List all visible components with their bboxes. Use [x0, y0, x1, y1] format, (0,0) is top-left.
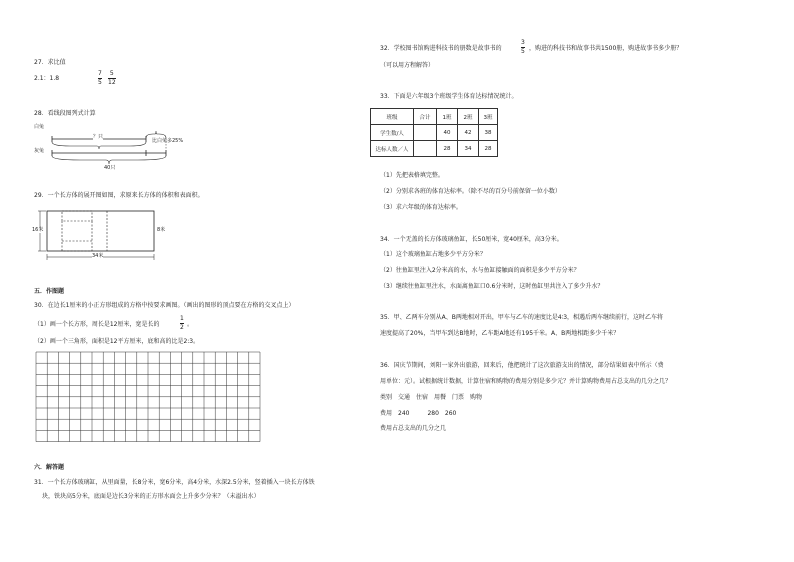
- fraction-numerator: 7: [98, 70, 102, 77]
- table-cell: 38: [479, 125, 498, 141]
- table-cell: 34: [458, 141, 479, 157]
- q36-line1: 36．国庆节期间，刘阳一家外出旅游，回来后，他把统计了这次旅游支出的情况，部分结果如表中所示（费: [380, 362, 664, 369]
- section-5-heading: 五．作图题: [34, 288, 65, 295]
- fraction-numerator: 1: [180, 315, 184, 322]
- table-row: [371, 125, 498, 141]
- fraction-denominator: 5: [98, 79, 102, 86]
- fraction-numerator: 3: [521, 39, 525, 46]
- q33-title: 33．下面是六年级3个班级学生体育达标情况统计。: [380, 93, 518, 100]
- q28-title: 28．看线段图列式计算: [34, 110, 96, 117]
- q34-sub3: （3）继续往鱼缸里注水，水面离鱼缸口0.6分米时，这时鱼缸里共注入了多少升水？: [380, 283, 604, 290]
- fraction-denominator: 2: [180, 324, 184, 331]
- q35-line2: 速度提高了20%，当甲车到达B地时，乙车距A地还有195千米。A、B两地相距多少千米？: [380, 330, 620, 337]
- table-header-cell: 班级: [371, 109, 414, 125]
- table-cell: 学生数/人: [371, 125, 414, 141]
- table-cell-blank[interactable]: [414, 125, 437, 141]
- q34-sub2: （2）往鱼缸里注入2分米高的水，水与鱼缸接触面的面积是多少平方分米？: [380, 267, 580, 274]
- q30-item1: （1）画一个长方形，周长是12厘米，宽是长的: [34, 321, 160, 328]
- q32-line2: （可以用方程解答）: [380, 62, 435, 69]
- q28-label-gray: 灰兔: [34, 148, 45, 154]
- q30-fraction: [180, 316, 184, 331]
- q33-sub3: （3）求六年级的体育达标率。: [380, 204, 462, 211]
- q28-label-white: 白兔: [34, 124, 45, 130]
- q32-line1-b: ，购进的科技书和故事书共1500册，购进故事书多少册？: [529, 45, 683, 52]
- q30-item1-end: 。: [187, 321, 194, 328]
- q34-title: 34．一个无盖的长方体玻璃鱼缸，长50厘米，宽40厘米，高3分米。: [380, 236, 563, 243]
- q35-line1: 35．甲、乙两车分别从A、B两地相对开出，甲车与乙车的速度比是4∶3，相遇后两车继续前行，这时乙车将: [380, 314, 664, 321]
- q33-sub1: （1）先把表格填完整。: [380, 172, 444, 179]
- q28-label-compare: 比白兔多25%: [152, 138, 184, 144]
- q30-drawing-grid[interactable]: [36, 352, 262, 444]
- table-header-cell: 合计: [414, 109, 437, 125]
- table-header-cell: 2班: [458, 109, 479, 125]
- table-cell: 28: [479, 141, 498, 157]
- table-cell: 42: [458, 125, 479, 141]
- q28-label-unknown: ？只: [93, 134, 104, 140]
- q32-line1-a: 32．学校图书馆购进科技书的册数是故事书的: [380, 45, 502, 52]
- fraction-denominator: 12: [108, 79, 116, 86]
- q27-title: 27．求比值: [34, 59, 66, 66]
- q32-fraction: [521, 40, 525, 55]
- fraction-numerator: 5: [109, 70, 114, 77]
- q29-label-length: 34米: [92, 253, 104, 259]
- table-header-cell: 3班: [479, 109, 498, 125]
- q28-label-total: 40只: [104, 165, 116, 171]
- q30-title: 30．在边长1厘米的小正方形组成的方格中按要求画图。（画出的图形的顶点要在方格的交叉点上）: [34, 302, 295, 309]
- q36-cost-row: 费用 240 280 260: [380, 410, 457, 417]
- q33-stats-table: [370, 108, 498, 157]
- q30-item2: （2）画一个三角形，面积是12平方厘米，底和高的比是2:3。: [34, 338, 200, 345]
- table-header-row: [371, 109, 498, 125]
- section-6-heading: 六．解答题: [34, 464, 65, 471]
- table-header-cell: 1班: [437, 109, 458, 125]
- table-cell-blank[interactable]: [414, 141, 437, 157]
- table-cell: 达标人数／人: [371, 141, 414, 157]
- q36-fraction-row: 费用占总支出的几分之几: [380, 425, 447, 432]
- q33-sub2: （2）分别求各班的体育达标率。（除不尽的百分号前保留一位小数）: [380, 188, 561, 195]
- q29-label-height: 16米: [32, 227, 44, 233]
- q31-line1: 31．一个长方体玻璃缸，从里面量，长8分米，宽6分米，高4分米，水深2.5分米，竖着插入一块长方体铁: [34, 479, 315, 486]
- table-row: [371, 141, 498, 157]
- q29-title: 29．一个长方体的展开图如图，求原来长方体的体积和表面积。: [34, 192, 204, 199]
- q36-category-row: 类别 交通 住宿 用餐 门票 购物: [380, 394, 483, 401]
- fraction-denominator: 5: [521, 48, 525, 55]
- q27-ratio1: 2.1：1.8: [34, 75, 60, 82]
- q31-line2: 块，铁块高5分米，底面是边长3分米的正方形水面会上升多少分米？（未溢出水）: [42, 493, 260, 500]
- q29-label-width: 8米: [157, 227, 166, 233]
- table-cell: 40: [437, 125, 458, 141]
- table-cell: 28: [437, 141, 458, 157]
- q36-line2: 用单位：元）。试根据统计数据，计算住宿和购物的费用分别是多少元？并计算购物费用占总支出的几分之几？: [380, 378, 672, 385]
- q34-sub1: （1）这个玻璃鱼缸占地多少平方分米？: [380, 251, 486, 258]
